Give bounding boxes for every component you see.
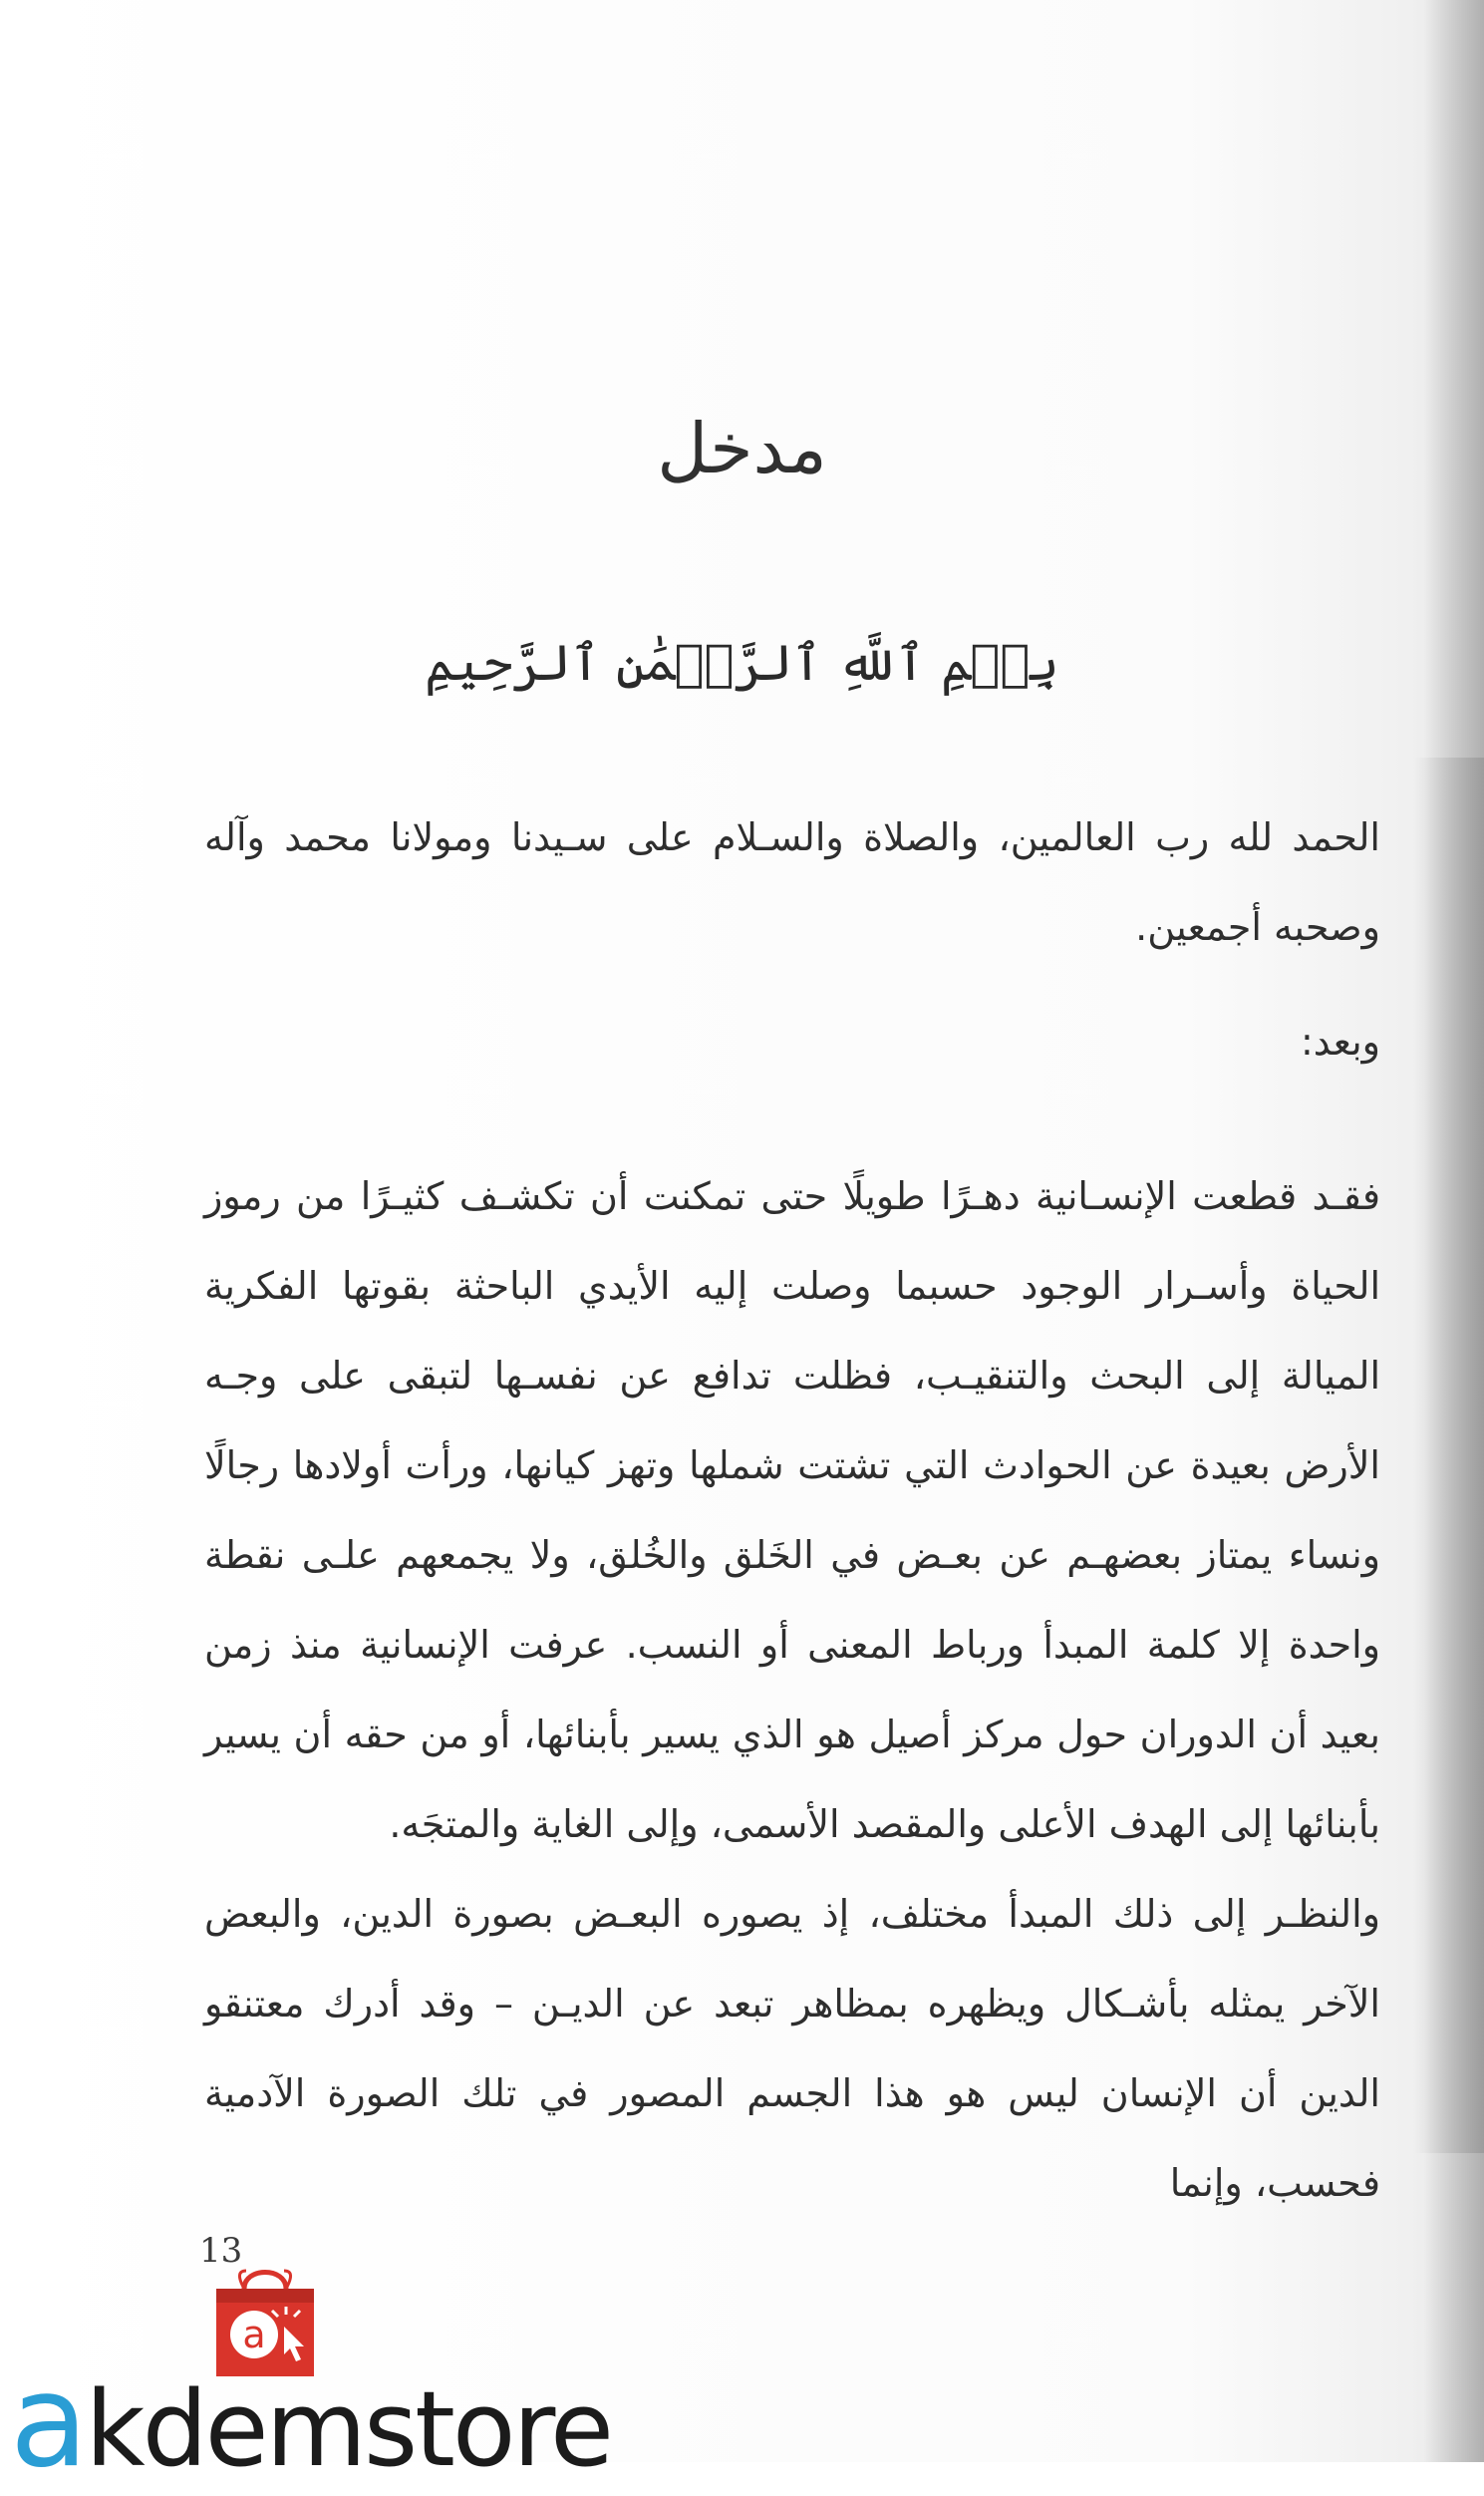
page-edge-fade <box>1414 758 1484 2153</box>
logo-letter: a <box>242 2313 266 2356</box>
paragraph-transition: وبعد: <box>1300 1020 1380 1064</box>
chapter-title: مدخل <box>657 408 827 489</box>
brand-wordmark <box>10 2347 612 2496</box>
paragraph-main: فقـد قطعت الإنسـانية دهـرًا طويلًا حتى تمكنت أن تكشـف كثيـرًا من رموز الحياة وأسـرار الوجود حسبما وصلت إليه الأيدي الباحثة بقوتها الفكرية الميالة إلى البحث والتنقيـب، فظلت تدافع عن نفسـها لتبقى على وجـه الأرض بعيدة عن الحوادث التي تشتت شملها وتهز كيانها، ورأت أولادها رجالًا ونساء يمتاز بعضهـم عن بعـض في الخَلق والخُلق، ولا يجمعهم علـى نقطة واحدة إلا كلمة المبدأ ورباط المعنى أو النسب. عرفت الإنسانية منذ زمن بعيد أن الدوران حول مركز أصيل هو الذي يسير بأبنائها، أو من حقه أن يسير بأبنائها إلى الهدف الأعلى والمقصد الأسمى، وإلى الغاية والمتجَه. <box>204 1174 1380 1846</box>
page-number: 13 <box>199 2231 243 2271</box>
basmala: بِسۡمِ ٱللَّهِ ٱلرَّحۡمَٰنِ ٱلرَّحِيمِ <box>425 634 1059 692</box>
brand-wordmark-initial: a <box>10 2347 86 2496</box>
paragraph-continuation: والنظـر إلى ذلك المبدأ مختلف، إذ يصوره البعـض بصورة الدين، والبعض الآخر يمثله بأشـكال ويظهره بمظاهر تبعد عن الديـن – وقد أدرك معتنقو الدين أن الإنسان ليس هو هذا الجسم المصور في تلك الصورة الآدمية فحسب، وإنما <box>204 1892 1380 2205</box>
brand-wordmark-rest: kdemstore <box>85 2368 612 2490</box>
paragraph-opening: الحمد لله رب العالمين، والصلاة والسـلام على سـيدنا ومولانا محمد وآله وصحبه أجمعين. <box>204 815 1380 949</box>
